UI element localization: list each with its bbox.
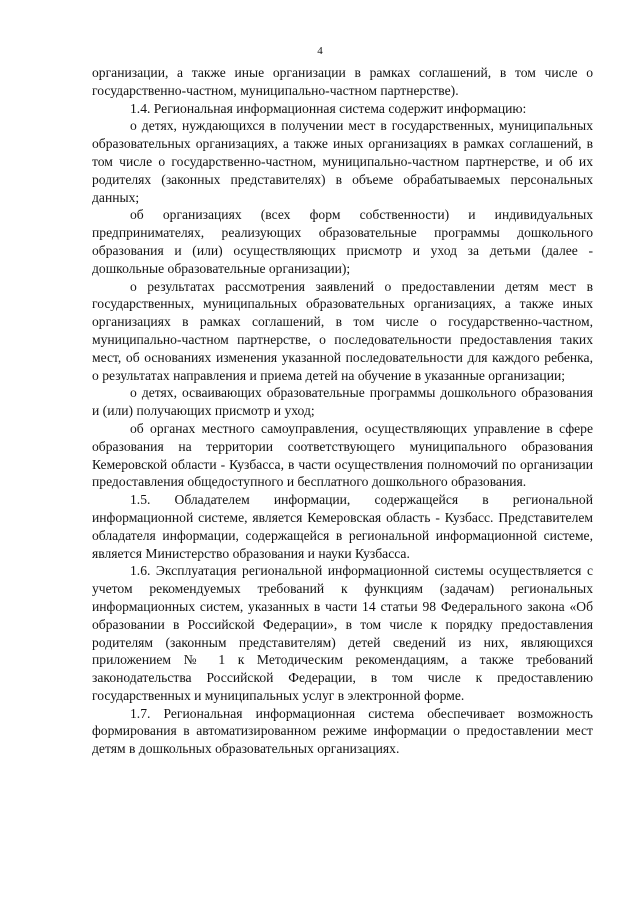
paragraph-section-1-7: 1.7. Региональная информационная система обеспечивает возможность формирования в автоматизированном режиме информации о предоставлении мест детям в дошкольных образовательных организациях. — [92, 705, 593, 757]
paragraph-continuation: организации, а также иные организации в рамках соглашений, в том числе о государственно-частном, муниципально-частном партнерстве). — [92, 65, 593, 98]
paragraph-children-info: о детях, нуждающихся в получении мест в государственных, муниципальных образовательных организациях, а также иных организациях в рамках соглашений, в том числе о государственно-частном, муниципально-частном партнерстве, и об их родителях (законных представителях) в объеме обрабатываемых персональных данных; — [92, 118, 593, 205]
paragraph-local-authorities: об органах местного самоуправления, осуществляющих управление в сфере образования на территории соответствующего муниципального образования Кемеровской области - Кузбасса, в части осуществления полномочий по организации предоставления общедоступного и бесплатного дошкольного образования. — [92, 420, 593, 490]
document-body — [92, 64, 593, 758]
paragraph-section-1-6: 1.6. Эксплуатация региональной информационной системы осуществляется с учетом рекомендуемых требований к функциям (задачам) региональных информационных систем, указанных в части 14 статьи 98 Федерального закона «Об образовании в Российской Федерации», в том числе к порядку предоставления родителям (законным представителям) детей сведений из них, являющихся приложением № 1 к Методическим рекомендациям, а также требований законодательства Российской Федерации, в том числе к предоставлению государственных и муниципальных услуг в электронной форме. — [92, 563, 593, 703]
page-number: 4 — [317, 45, 323, 57]
paragraph-organizations-info: об организациях (всех форм собственности) и индивидуальных предпринимателях, реализующих образовательные программы дошкольного образования и (или) осуществляющих присмотр и уход за детьми (далее - дошкольные образовательные организации); — [92, 207, 593, 276]
paragraph-section-1-4: 1.4. Региональная информационная система содержит информацию: — [130, 100, 527, 116]
paragraph-applications-results: о результатах рассмотрения заявлений о предоставлении детям мест в государственных, муниципальных образовательных организациях, а также иных организациях в рамках соглашений, в том числе о государственно-частном, муниципально-частном партнерстве, о последовательности предоставления таких мест, об основаниях изменения указанной последовательности для каждого ребенка, о результатах направления и приема детей на обучение в указанные организации; — [92, 278, 593, 383]
paragraph-section-1-5: 1.5. Обладателем информации, содержащейся в региональной информационной системе, является Кемеровская область - Кузбасс. Представителем обладателя информации, содержащейся в региональной информационной системе, является Министерство образования и науки Кузбасса. — [92, 492, 593, 561]
paragraph-enrolled-children: о детях, осваивающих образовательные программы дошкольного образования и (или) получающих присмотр и уход; — [92, 385, 593, 419]
